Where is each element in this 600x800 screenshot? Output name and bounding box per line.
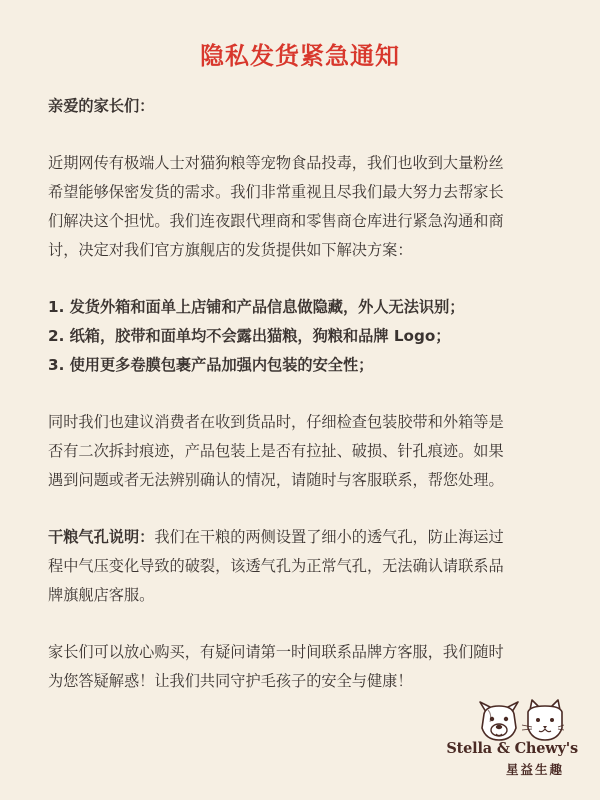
intro-paragraph: 近期网传有极端人士对猫狗粮等宠物食品投毒，我们也收到大量粉丝 希望能够保密发货的需求。我们非常重视且尽我们最大努力去帮家长 们解决这个担忧。我们连夜跟代理商和零售商仓库进行紧急沟通和商 讨，决定对我们官方旗舰店的发货提供如下解决方案： (48, 154, 504, 259)
measure-item: 3. 使用更多卷膜包裹产品加强内包装的安全性； (48, 356, 374, 374)
brand-name: Stella & Chewy's (446, 740, 578, 757)
notice-body (48, 92, 556, 724)
vent-note-text: 我们在干粮的两侧设置了细小的透气孔，防止海运过 程中气压变化导致的破裂，该透气孔为正常气孔，无法确认请联系品 牌旗舰店客服。 (48, 528, 504, 604)
closing-paragraph: 家长们可以放心购买，有疑问请第一时间联系品牌方客服，我们随时 为您答疑解惑！让我们共同守护毛孩子的安全与健康！ (48, 643, 504, 690)
dog-and-cat-icon (472, 698, 564, 742)
brand-name-chinese: 星益生趣 (505, 762, 564, 777)
brand-logo (428, 696, 578, 786)
notice-title: 隐私发货紧急通知 (200, 42, 400, 70)
greeting: 亲爱的家长们： (48, 97, 155, 115)
vent-note-paragraph (48, 523, 556, 610)
advice-paragraph: 同时我们也建议消费者在收到货品时，仔细检查包装胶带和外箱等是 否有二次拆封痕迹，产品包装上是否有拉扯、破损、针孔痕迹。如果 遇到问题或者无法辨别确认的情况，请随时与客服联系，帮您处理。 (48, 413, 504, 489)
measure-item: 2. 纸箱，胶带和面单均不会露出猫粮，狗粮和品牌 Logo； (48, 327, 451, 345)
measures-list (48, 293, 556, 380)
vent-note-label: 干粮气孔说明： (48, 528, 155, 546)
measure-item: 1. 发货外箱和面单上店铺和产品信息做隐藏，外人无法识别； (48, 298, 465, 316)
